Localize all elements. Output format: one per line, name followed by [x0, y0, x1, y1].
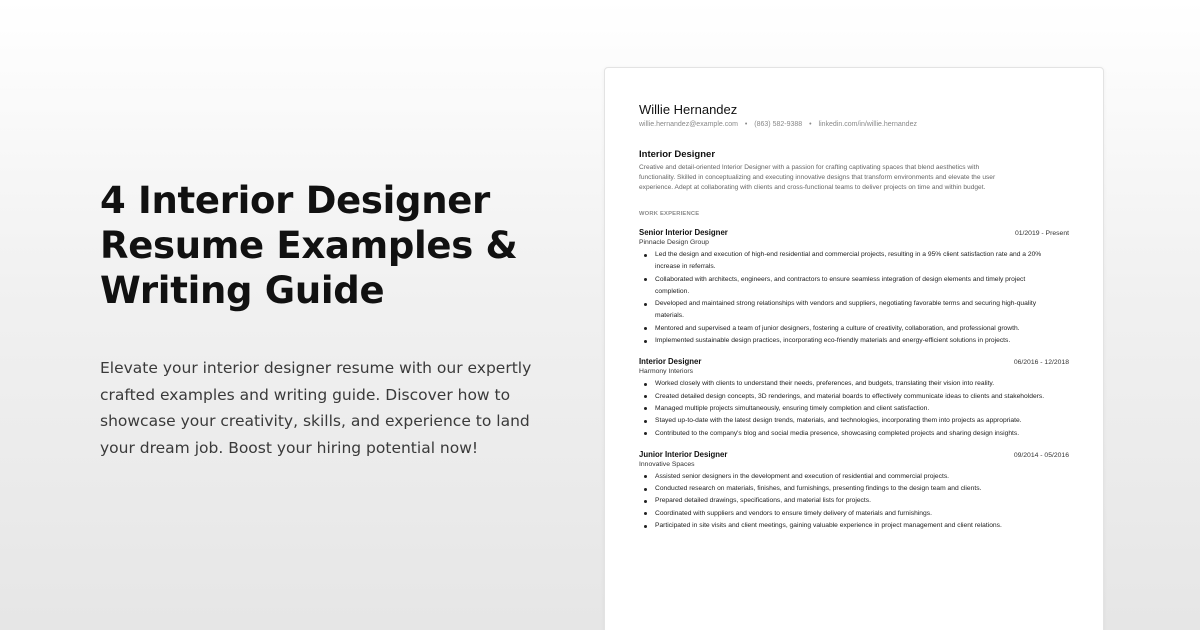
- hero-description-line: showcase your creativity, skills, and experience to land: [100, 412, 530, 430]
- hero-section: [100, 178, 540, 461]
- resume-email: willie.hernandez@example.com: [639, 121, 738, 128]
- job-bullet: Conducted research on materials, finishes, and furnishings, presenting findings to the design team and clients.: [655, 483, 1069, 495]
- summary-line: experience. Adept at collaborating with clients and cross-functional teams to deliver projects on time and within budget.: [639, 184, 986, 191]
- job-bullet: Collaborated with architects, engineers, and contractors to ensure seamless integration of design elements and timely project completion.: [655, 274, 1069, 299]
- contact-separator: •: [744, 121, 748, 128]
- job-dates: 09/2014 - 05/2016: [1013, 451, 1069, 459]
- job-entry: [639, 357, 1069, 439]
- job-role: Junior Interior Designer: [639, 449, 728, 459]
- job-bullets: [639, 249, 1069, 347]
- hero-title: [100, 178, 540, 313]
- job-company: Harmony Interiors: [639, 368, 694, 376]
- hero-description: [100, 355, 540, 461]
- resume-contact: [639, 121, 1069, 128]
- job-bullet: Led the design and execution of high-end residential and commercial projects, resulting in a 95% client satisfaction rate and a 20% increase in referrals.: [655, 249, 1069, 274]
- job-bullets: [639, 471, 1069, 532]
- resume-preview: [604, 67, 1104, 630]
- job-company: Pinnacle Design Group: [639, 239, 709, 246]
- resume-summary: [639, 163, 1069, 193]
- job-bullet: Contributed to the company's blog and social media presence, showcasing completed projects and sharing design insights.: [655, 428, 1069, 440]
- job-dates: 06/2016 - 12/2018: [1013, 359, 1069, 367]
- job-entry: [639, 450, 1069, 532]
- resume-name: Willie Hernandez: [639, 102, 738, 117]
- work-experience-heading: WORK EXPERIENCE: [639, 211, 700, 217]
- resume-title: Interior Designer: [639, 149, 716, 160]
- summary-line: Creative and detail-oriented Interior Designer with a passion for crafting captivating spaces that blend aesthetics with: [639, 164, 980, 171]
- job-bullet: Managed multiple projects simultaneously, ensuring timely completion and client satisfaction.: [655, 403, 1069, 415]
- job-entry: [639, 228, 1069, 347]
- summary-line: functionality. Skilled in conceptualizing and executing innovative designs that transform environments and elevate the user: [639, 174, 996, 181]
- job-bullet: Worked closely with clients to understand their needs, preferences, and budgets, translating their vision into reality.: [655, 378, 1069, 390]
- hero-title-line: Writing Guide: [100, 269, 385, 312]
- hero-description-line: Elevate your interior designer resume with our expertly: [100, 359, 532, 377]
- job-role: Interior Designer: [639, 357, 702, 367]
- job-bullet: Stayed up-to-date with the latest design trends, materials, and technologies, incorporating them into projects as appropriate.: [655, 415, 1069, 427]
- job-role: Senior Interior Designer: [639, 228, 728, 237]
- job-dates: 01/2019 - Present: [1014, 230, 1069, 237]
- hero-description-line: your dream job. Boost your hiring potential now!: [100, 438, 479, 457]
- job-bullet: Implemented sustainable design practices, incorporating eco-friendly materials and energy-efficient solutions in projects.: [655, 335, 1069, 347]
- job-bullet: Assisted senior designers in the development and execution of residential and commercial projects.: [655, 471, 1069, 483]
- resume-phone: (863) 582-9388: [754, 121, 803, 128]
- job-bullet: Developed and maintained strong relationships with vendors and suppliers, negotiating favorable terms and securing high-quality materials.: [655, 298, 1069, 323]
- hero-title-line: Resume Examples &: [100, 224, 518, 267]
- job-bullet: Prepared detailed drawings, specifications, and material lists for projects.: [655, 495, 1069, 507]
- job-bullet: Mentored and supervised a team of junior designers, fostering a culture of creativity, collaboration, and professional growth.: [655, 323, 1069, 335]
- job-bullet: Coordinated with suppliers and vendors to ensure timely delivery of materials and furnishings.: [655, 508, 1069, 520]
- resume-linkedin: linkedin.com/in/willie.hernandez: [818, 121, 917, 128]
- hero-description-line: crafted examples and writing guide. Discover how to: [100, 385, 511, 404]
- job-bullets: [639, 378, 1069, 439]
- contact-separator: •: [809, 121, 812, 128]
- hero-title-line: 4 Interior Designer: [100, 179, 490, 222]
- job-bullet: Created detailed design concepts, 3D renderings, and material boards to effectively communicate ideas to clients and stakeholders.: [655, 391, 1069, 403]
- job-company: Innovative Spaces: [639, 460, 695, 468]
- job-bullet: Participated in site visits and client meetings, gaining valuable experience in project management and client relations.: [655, 520, 1069, 532]
